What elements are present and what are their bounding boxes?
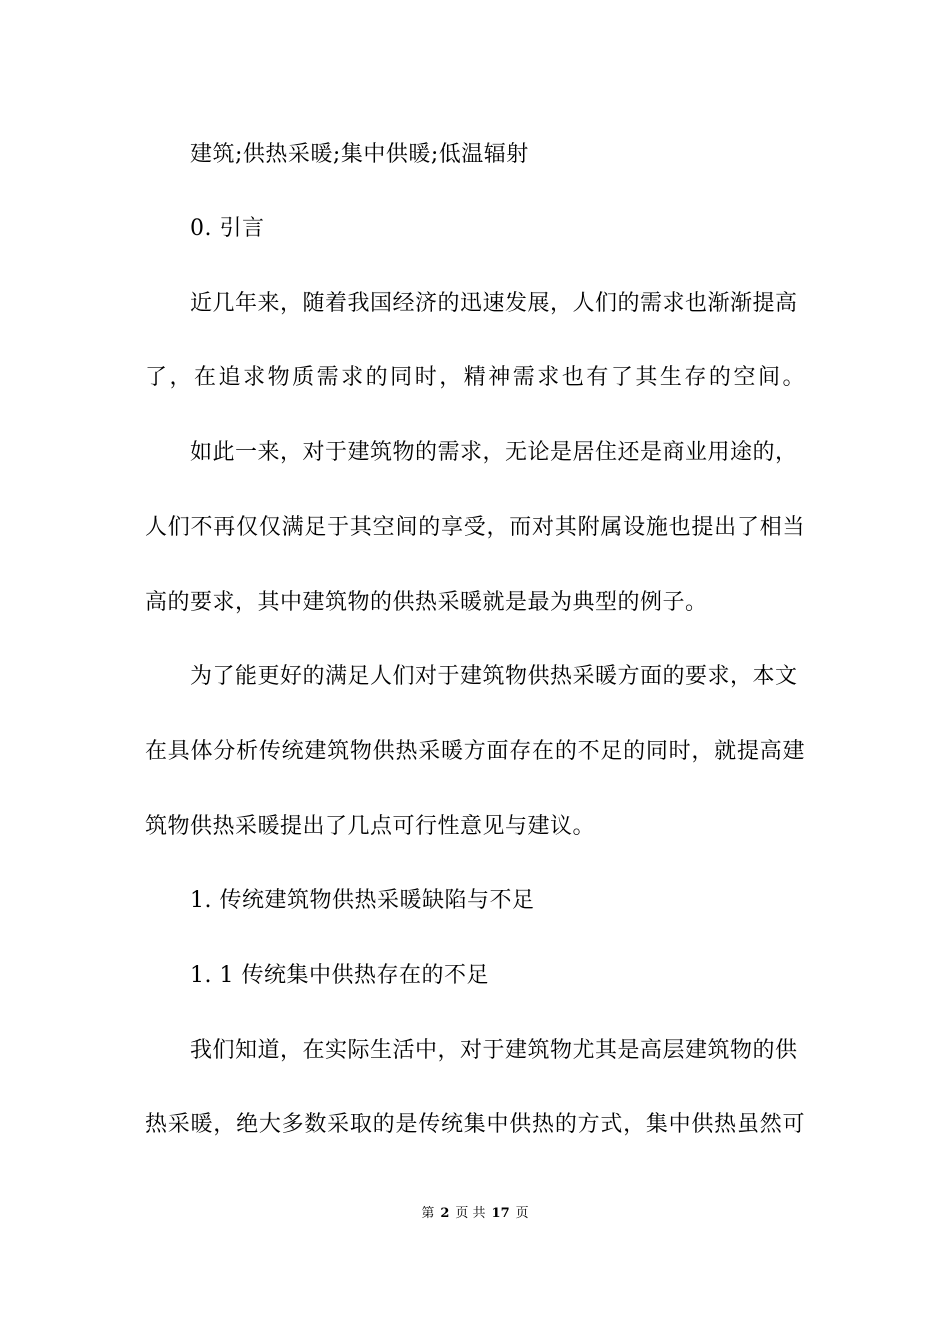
keywords-line: 建筑;供热采暖;集中供暖;低温辐射 bbox=[190, 142, 529, 167]
paragraph-3-line-3: 筑物供热采暖提出了几点可行性意见与建议。 bbox=[145, 814, 596, 839]
page-footer bbox=[0, 1206, 950, 1222]
footer-total-pages: 17 bbox=[491, 1206, 510, 1221]
section-heading-1-1: 1. 1 传统集中供热存在的不足 bbox=[190, 963, 489, 988]
paragraph-2-line-2: 人们不再仅仅满足于其空间的享受，而对其附属设施也提出了相当 bbox=[145, 515, 805, 540]
section-heading-0: 0. 引言 bbox=[190, 216, 265, 241]
paragraph-2-line-1: 如此一来，对于建筑物的需求，无论是居住还是商业用途的， bbox=[190, 440, 798, 465]
paragraph-3-line-2: 在具体分析传统建筑物供热采暖方面存在的不足的同时，就提高建 bbox=[145, 739, 805, 764]
paragraph-3-line-1: 为了能更好的满足人们对于建筑物供热采暖方面的要求，本文 bbox=[190, 664, 798, 689]
paragraph-4-line-2: 热采暖，绝大多数采取的是传统集中供热的方式，集中供热虽然可 bbox=[145, 1112, 805, 1137]
section-heading-1: 1. 传统建筑物供热采暖缺陷与不足 bbox=[190, 888, 535, 913]
paragraph-1-line-1: 近几年来，随着我国经济的迅速发展，人们的需求也渐渐提高 bbox=[190, 291, 798, 316]
paragraph-1-line-2: 了，在追求物质需求的同时，精神需求也有了其生存的空间。 bbox=[145, 365, 805, 390]
footer-page-number: 2 bbox=[440, 1206, 450, 1221]
footer-prefix: 第 bbox=[421, 1206, 435, 1221]
paragraph-4-line-1: 我们知道，在实际生活中，对于建筑物尤其是高层建筑物的供 bbox=[190, 1038, 798, 1063]
paragraph-2-line-3: 高的要求，其中建筑物的供热采暖就是最为典型的例子。 bbox=[145, 590, 708, 615]
footer-suffix: 页 bbox=[515, 1206, 529, 1221]
footer-mid: 页 共 bbox=[455, 1206, 486, 1221]
